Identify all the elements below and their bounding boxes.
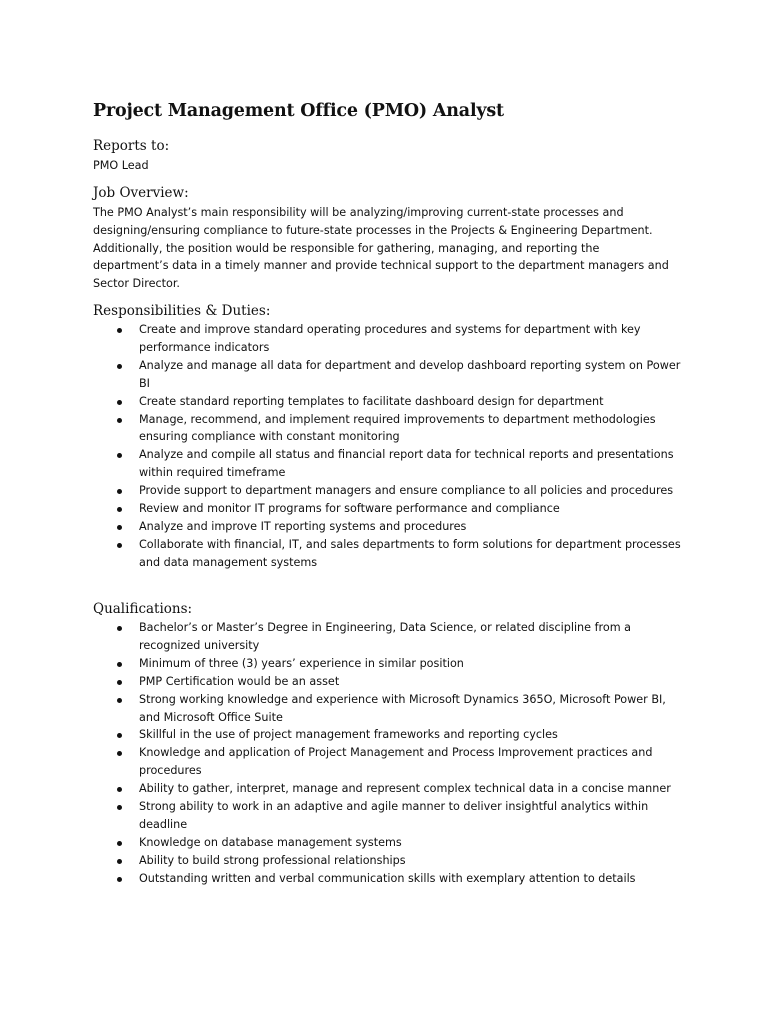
list-item <box>93 673 683 691</box>
bullet-icon <box>117 453 122 458</box>
list-item <box>93 482 683 500</box>
bullet-icon <box>117 859 122 864</box>
bullet-icon <box>117 698 122 703</box>
bullet-icon <box>117 680 122 685</box>
bullet-icon <box>117 662 122 667</box>
list-item-text: Minimum of three (3) years’ experience in similar position <box>139 656 464 670</box>
bullet-icon <box>117 877 122 882</box>
list-item-text: Create standard reporting templates to facilitate dashboard design for department <box>139 394 604 408</box>
list-item <box>93 834 683 852</box>
qualifications-heading: Qualifications: <box>93 601 193 617</box>
bullet-icon <box>117 525 122 530</box>
bullet-icon <box>117 400 122 405</box>
list-item <box>93 536 683 572</box>
list-item-text: Ability to build strong professional relationships <box>139 853 406 867</box>
list-item <box>93 691 683 727</box>
qualifications-list <box>93 619 683 888</box>
list-item <box>93 446 683 482</box>
list-item-text: Knowledge and application of Project Management and Process Improvement practices and procedures <box>139 746 653 778</box>
list-item-text: PMP Certification would be an asset <box>139 674 340 688</box>
list-item-text: Knowledge on database management systems <box>139 835 402 849</box>
reports-to-value: PMO Lead <box>93 159 149 172</box>
list-item-text: Skillful in the use of project management frameworks and reporting cycles <box>139 728 558 742</box>
list-item <box>93 780 683 798</box>
bullet-icon <box>117 841 122 846</box>
list-item-text: Analyze and improve IT reporting systems and procedures <box>139 519 467 533</box>
responsibilities-list <box>93 321 683 572</box>
bullet-icon <box>117 489 122 494</box>
bullet-icon <box>117 328 122 333</box>
bullet-icon <box>117 543 122 548</box>
list-item <box>93 411 683 447</box>
list-item <box>93 500 683 518</box>
list-item-text: Review and monitor IT programs for software performance and compliance <box>139 502 560 516</box>
list-item-text: Strong ability to work in an adaptive and agile manner to deliver insightful analytics within deadline <box>139 800 649 831</box>
list-item <box>93 798 683 834</box>
list-item-text: Analyze and compile all status and financial report data for technical reports and presentations within required timeframe <box>139 448 674 480</box>
job-overview-text: The PMO Analyst’s main responsibility will be analyzing/improving current-state processes and designing/ensuring compliance to future-state processes in the Projects & Engineering Department. Additionally, the position would be responsible for gathering, managing, and reporting the department’s data in a timely manner and provide technical support to the department managers and Sector Director. <box>93 206 669 291</box>
list-item <box>93 870 683 888</box>
list-item <box>93 393 683 411</box>
bullet-icon <box>117 751 122 756</box>
list-item-text: Provide support to department managers and ensure compliance to all policies and procedures <box>139 484 674 498</box>
bullet-icon <box>117 805 122 810</box>
list-item <box>93 357 683 393</box>
list-item <box>93 619 683 655</box>
list-item <box>93 744 683 780</box>
list-item-text: Bachelor’s or Master’s Degree in Engineering, Data Science, or related discipline from a recognized university <box>139 621 632 652</box>
reports-to-heading: Reports to: <box>93 138 170 154</box>
list-item <box>93 321 683 357</box>
bullet-icon <box>117 626 122 631</box>
list-item-text: Create and improve standard operating procedures and systems for department with key performance indicators <box>139 323 641 354</box>
bullet-icon <box>117 787 122 792</box>
document-title: Project Management Office (PMO) Analyst <box>93 101 504 121</box>
list-item-text: Analyze and manage all data for department and develop dashboard reporting system on Power BI <box>139 358 681 390</box>
list-item-text: Outstanding written and verbal communication skills with exemplary attention to details <box>139 871 636 885</box>
bullet-icon <box>117 733 122 738</box>
list-item-text: Collaborate with financial, IT, and sales departments to form solutions for department processes and data management systems <box>139 537 681 569</box>
list-item <box>93 518 683 536</box>
list-item-text: Strong working knowledge and experience with Microsoft Dynamics 365O, Microsoft Power BI, and Microsoft Office Suite <box>139 692 666 724</box>
list-item-text: Manage, recommend, and implement required improvements to department methodologies ensuring compliance with constant monitoring <box>139 412 656 444</box>
bullet-icon <box>117 507 122 512</box>
bullet-icon <box>117 364 122 369</box>
list-item <box>93 852 683 870</box>
list-item <box>93 726 683 744</box>
list-item <box>93 655 683 673</box>
job-overview-heading: Job Overview: <box>93 185 189 201</box>
list-item-text: Ability to gather, interpret, manage and represent complex technical data in a concise manner <box>139 782 671 796</box>
bullet-icon <box>117 418 122 423</box>
responsibilities-heading: Responsibilities & Duties: <box>93 303 271 319</box>
